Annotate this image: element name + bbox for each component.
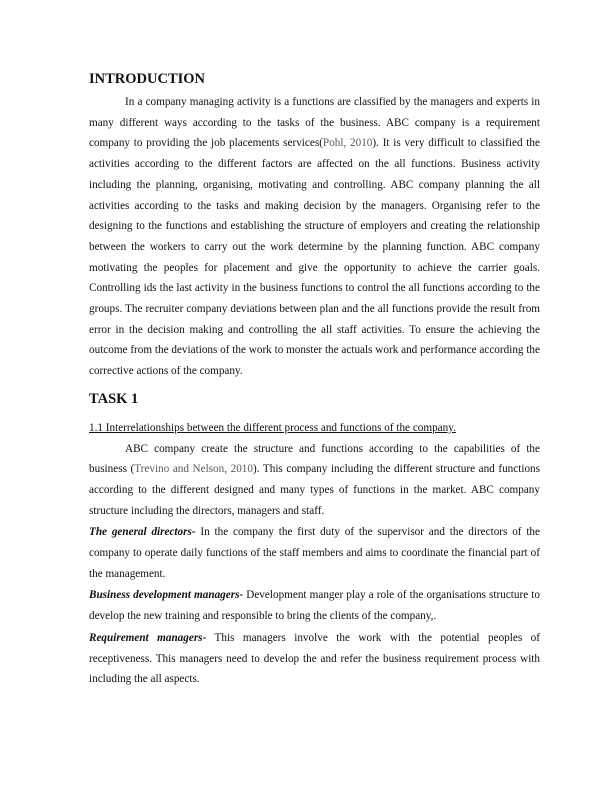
general-directors-text: In the company the first duty of the supervisor and the directors of the company to operate daily functions of the staff members and aims to coordinate the financial part of the management. bbox=[89, 526, 540, 580]
task1-text-part-1: ABC company create the structure and functions according to the capabilities of the business ( bbox=[89, 442, 540, 476]
task1-heading: TASK 1 bbox=[89, 390, 139, 407]
business-development-lead: Business development managers- bbox=[89, 589, 244, 602]
intro-text-part-2: ). It is very difficult to classified the activities according to the different factors are affected on the all functions. Business activity including the planning, organising, motivating and controlling. ABC company planning the all activities according to the tasks and making decision by the managers. Organising refer to the designing to the functions and establishing the structure of employers and creating the relationship between the workers to carry out the work determine by the planning function. ABC company motivating the peoples for placement and give the opportunity to achieve the carrier goals. Controlling ids the last activity in the business functions to control the all functions according to the groups. The recruiter company deviations between plan and the all functions provide the result from error in the decision making and controlling the all staff activities. To ensure the achieving the outcome from the deviations of the work to monster the actuals work and performance according the corrective actions of the company. bbox=[89, 137, 540, 378]
requirement-managers-text: This managers involve the work with the potential peoples of receptiveness. This managers need to develop the and refer the business requirement process with including the all aspects. bbox=[89, 631, 540, 686]
task1-subheading: 1.1 Interrelationships between the different process and functions of the company. bbox=[89, 421, 456, 434]
introduction-heading: INTRODUCTION bbox=[89, 71, 206, 87]
document-page bbox=[89, 70, 540, 690]
citation-trevino-nelson: Trevino and Nelson, 2010 bbox=[134, 463, 253, 476]
citation-pohl: Pohl, 2010 bbox=[322, 137, 373, 150]
business-development-text: Development manger play a role of the organisations structure to develop the new training and responsible to bring the clients of the company,. bbox=[89, 589, 540, 623]
introduction-paragraph bbox=[89, 92, 540, 382]
requirement-managers-paragraph bbox=[89, 628, 540, 690]
task1-paragraph bbox=[89, 439, 540, 522]
general-directors-lead: The general directors- bbox=[89, 526, 196, 539]
task1-text-part-2: ). This company including the different structure and functions according to the different designed and many types of functions in the market. ABC company structure including the directors, managers and staff. bbox=[89, 463, 540, 517]
business-development-paragraph bbox=[89, 585, 540, 626]
intro-text-part-1: In a company managing activity is a functions are classified by the managers and experts in many different ways according to the tasks of the business. ABC company is a requirement company to providing the job placements services( bbox=[89, 96, 540, 150]
general-directors-paragraph bbox=[89, 522, 540, 584]
requirement-managers-lead: Requirement managers- bbox=[89, 631, 207, 644]
